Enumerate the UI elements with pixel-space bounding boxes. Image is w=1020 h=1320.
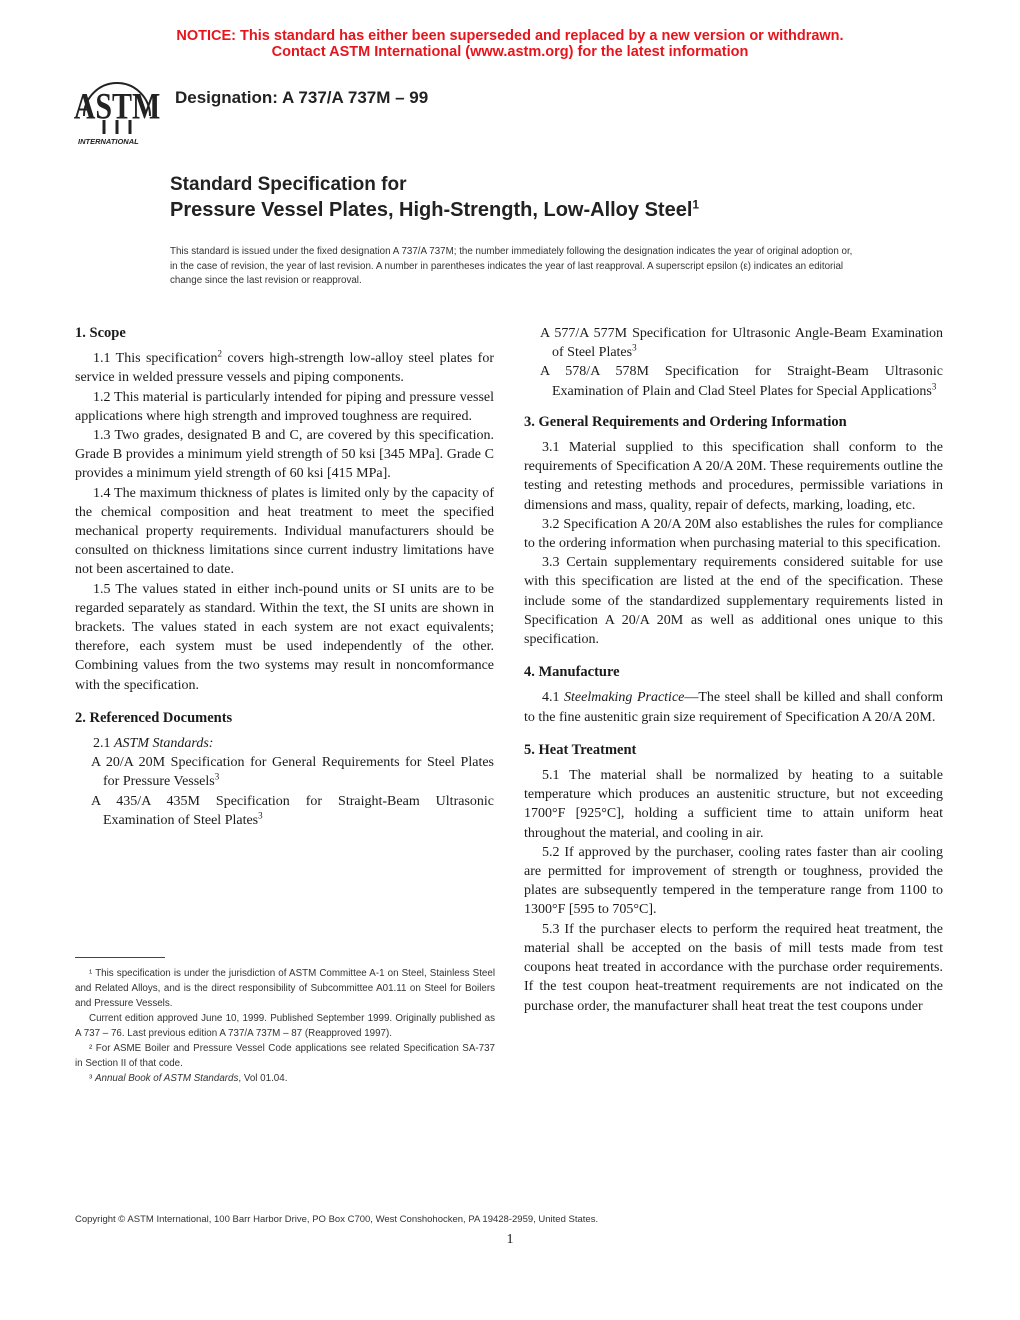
notice-line-1: NOTICE: This standard has either been superseded and replaced by a new version or withdrawn. — [176, 28, 844, 44]
para-4-1-term: Steelmaking Practice — [564, 690, 685, 706]
para-4-1-num: 4.1 — [542, 690, 565, 706]
footnote-ref: 3 — [632, 342, 637, 353]
para-2-1-text: ASTM Standards: — [114, 736, 214, 752]
reference-a578-text: A 578/A 578M Specification for Straight-Beam Ultrasonic Examination of Plain and Clad Steel Plates for Special Applications — [540, 364, 943, 399]
para-4-1-text: —The steel shall be killed and shall conform to the fine austenitic grain size requirement of Specification A 20/A 20M. — [524, 690, 944, 725]
para-5-2: 5.2 If approved by the purchaser, cooling rates faster than air cooling are permitted for improvement of strength or toughness, provided the plates are subsequently tempered in the temperature range from 1100 to 1300°F [595 to 705°C]. — [524, 844, 943, 918]
notice-line-2: Contact ASTM International (www.astm.org) for the latest information — [271, 44, 749, 60]
footnote-1: ¹ This specification is under the jurisdiction of ASTM Committee A-1 on Steel, Stainless Steel and Related Alloys, and is the direct responsibility of Subcommittee A01.11 on Steel for Boilers and Pressure Vessels. — [75, 968, 495, 1009]
right-column — [524, 324, 943, 1016]
logo-text: ASTM — [74, 86, 160, 128]
footnote-3 — [75, 1071, 495, 1086]
footnote-1-edition: Current edition approved June 10, 1999. Published September 1999. Originally published as A 737 – 76. Last previous edition A 737/A 737M – 87 (Reapproved 1997). — [75, 1013, 495, 1039]
footnote-ref: 2 — [217, 348, 222, 359]
footnote-ref: 3 — [214, 771, 220, 782]
section-heading-general: 3. General Requirements and Ordering Information — [524, 413, 847, 430]
reference-a435 — [75, 792, 494, 830]
section-heading-heat-treatment: 5. Heat Treatment — [524, 741, 637, 758]
section-heading-manufacture: 4. Manufacture — [524, 664, 620, 681]
reference-a20-text: A 20/A 20M Specification for General Requirements for Steel Plates for Pressure Vessels — [91, 755, 494, 790]
footnote-divider — [75, 957, 165, 958]
para-2-1-num: 2.1 — [93, 736, 114, 752]
footnote-3-text: , Vol 01.04. — [238, 1073, 288, 1084]
footnote-2: ² For ASME Boiler and Pressure Vessel Code applications see related Specification SA-737 in Section II of that code. — [75, 1043, 495, 1069]
footnotes — [75, 966, 495, 1086]
reference-a577-text: A 577/A 577M Specification for Ultrasonic Angle-Beam Examination of Steel Plates — [540, 326, 943, 361]
para-2-1 — [75, 734, 494, 753]
para-3-3: 3.3 Certain supplementary requirements considered suitable for use with this specification are listed at the end of the specification. These include some of the standardized supplementary requirements listed in Specification A 20/A 20M as well as additional ones unique to this specification. — [524, 555, 943, 648]
para-1-3: 1.3 Two grades, designated B and C, are covered by this specification. Grade B provides a minimum yield strength of 50 ksi [345 MPa]. Grade C provides a minimum yield strength of 60 ksi [415 MPa]. — [75, 428, 494, 482]
footnote-3-mark: ³ — [89, 1073, 95, 1084]
footnote-ref: 3 — [931, 380, 937, 391]
title-footnote-mark: 1 — [692, 197, 700, 212]
para-1-2: 1.2 This material is particularly intended for piping and pressure vessel applications where high strength and improved toughness are required. — [75, 389, 494, 424]
para-3-2: 3.2 Specification A 20/A 20M also establishes the rules for compliance to the ordering information when purchasing material to this specification. — [524, 516, 943, 552]
reference-a578 — [524, 362, 943, 400]
copyright: Copyright © ASTM International, 100 Barr Harbor Drive, PO Box C700, West Conshohocken, PA 19428-2959, United States. — [75, 1214, 599, 1225]
para-5-3: 5.3 If the purchaser elects to perform the required heat treatment, the material shall be accepted on the basis of mill tests made from test coupons heat treated in accordance with the purchase order requirements. If the test coupon heat-treatment requirements are not indicated on the purchase order, the manufacturer shall heat treat the test coupons under — [524, 921, 943, 1014]
para-1-1-end: covers high-strength low-alloy steel plates for service in welded pressure vessels and piping components. — [75, 351, 494, 386]
reference-a577 — [524, 324, 943, 362]
logo-subtext: INTERNATIONAL — [78, 137, 139, 146]
title-text: Pressure Vessel Plates, High-Strength, Low-Alloy Steel — [170, 199, 693, 221]
astm-logo — [74, 76, 160, 148]
title-line-1: Standard Specification for — [170, 174, 407, 195]
para-1-4: 1.4 The maximum thickness of plates is limited only by the capacity of the chemical composition and heat treatment to meet the specified mechanical property requirements. Individual manufacturers should be consulted on thickness limitations since current industry limitations have not been ascertained to date. — [75, 485, 494, 578]
footnote-ref: 3 — [258, 810, 263, 821]
para-1-1-start: 1.1 This specification — [93, 351, 218, 367]
para-3-1: 3.1 Material supplied to this specification shall conform to the requirements of Specification A 20/A 20M. These requirements outline the testing and retesting methods and procedures, permissible variations in dimensions and mass, quality, repair of defects, marking, loading, etc. — [524, 440, 943, 513]
left-column — [75, 324, 494, 830]
para-1-5: 1.5 The values stated in either inch-pound units or SI units are to be regarded separately as standard. Within the text, the SI units are shown in brackets. The values stated in each system are not exact equivalents; therefore, each system must be used independently of the other. Combining values from the two systems may result in noncomformance with the specification. — [75, 581, 494, 693]
designation: Designation: A 737/A 737M – 99 — [175, 88, 429, 107]
para-4-1 — [524, 688, 943, 726]
reference-a20 — [75, 753, 494, 791]
page-number: 1 — [506, 1232, 514, 1247]
reference-a435-text: A 435/A 435M Specification for Straight-Beam Ultrasonic Examination of Steel Plates — [91, 793, 494, 828]
para-5-1: 5.1 The material shall be normalized by heating to a suitable temperature which produces an austenitic structure, but not exceeding 1700°F [925°C], holding a sufficient time to attain uniform heat throughout the material, and cooling in air. — [524, 768, 943, 841]
footnote-3-title: Annual Book of ASTM Standards — [94, 1073, 239, 1084]
para-1-1 — [75, 349, 494, 387]
section-heading-scope: 1. Scope — [75, 325, 126, 341]
section-heading-referenced: 2. Referenced Documents — [75, 709, 233, 726]
title-line-2 — [170, 199, 699, 222]
issued-note: This standard is issued under the fixed designation A 737/A 737M; the number immediately following the designation indicates the year of original adoption or, in the case of revision, the year of last revision. A number in parentheses indicates the year of last reapproval. A superscript epsilon (ε) indicates an editorial change since the last revision or reapproval. — [170, 246, 853, 286]
